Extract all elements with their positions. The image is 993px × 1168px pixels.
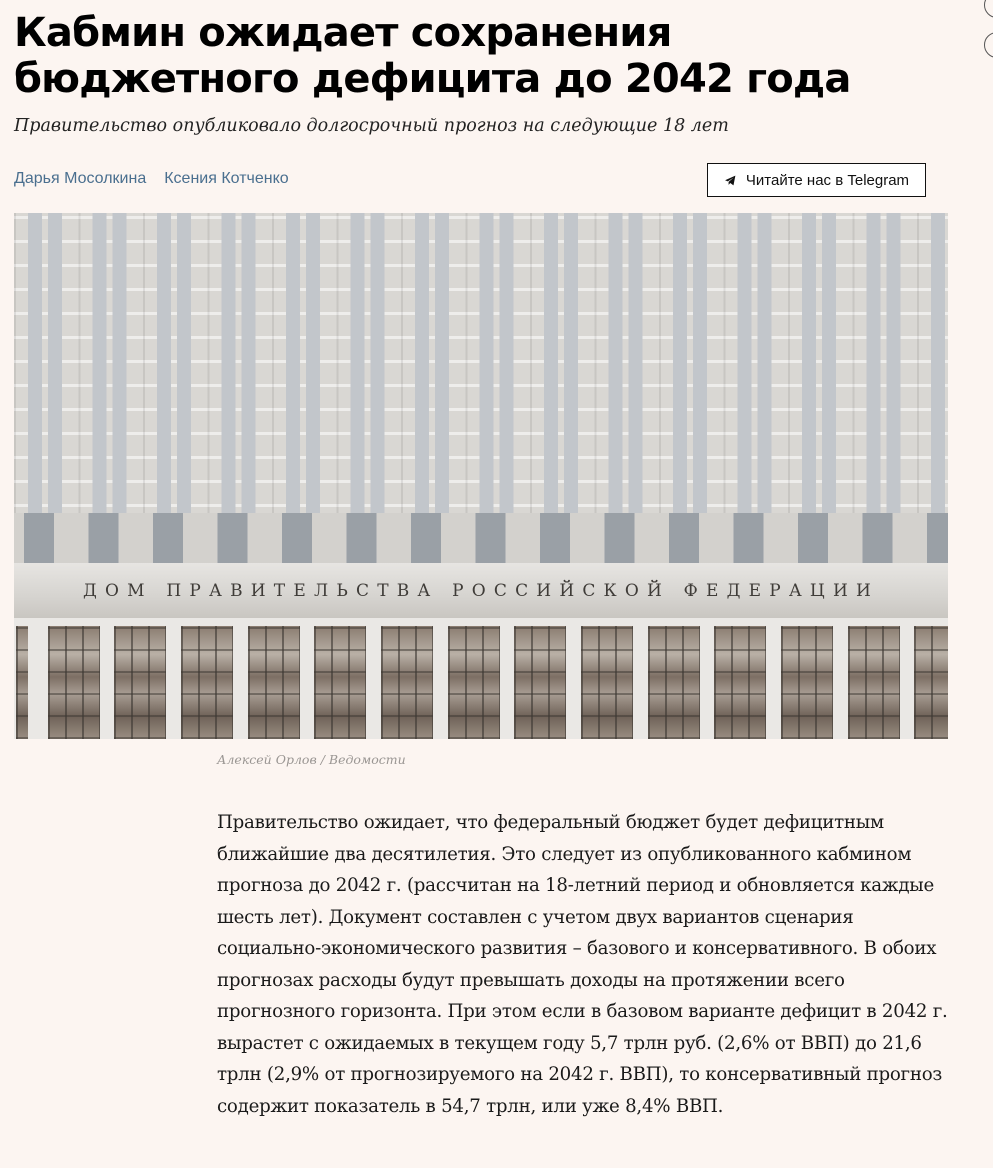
article-subtitle: Правительство опубликовало долгосрочный прогноз на следующие 18 лет [14, 116, 729, 136]
article-title: Кабмин ожидает сохранения бюджетного дефицита до 2042 года [14, 10, 851, 102]
author-link[interactable]: Дарья Мосолкина [14, 170, 147, 187]
window-bay [714, 626, 766, 739]
window-bay [16, 626, 28, 739]
building-facade [14, 213, 948, 563]
author-list [14, 170, 289, 188]
photo-credit: Алексей Орлов / Ведомости [217, 752, 406, 767]
author-link[interactable]: Ксения Котченко [164, 170, 289, 187]
window-bay [114, 626, 166, 739]
telegram-button-label: Читайте нас в Telegram [745, 171, 910, 189]
share-icon[interactable] [984, 0, 993, 18]
building-colonnade [14, 618, 948, 739]
article-photo [14, 213, 948, 739]
telegram-button[interactable] [707, 163, 926, 197]
window-bay [248, 626, 300, 739]
window-bay [514, 626, 566, 739]
window-bay [648, 626, 700, 739]
window-bay [48, 626, 100, 739]
article-body: Правительство ожидает, что федеральный бюджет будет дефицитным ближайшие два десятилетия. Это следует из опубликованного кабмином прогноза до 2042 г. (рассчитан на 18-летний период и обновляется каждые шесть лет). Документ составлен с учетом двух вариантов сценария социально-экономического развития – базового и консервативного. В обоих прогнозах расходы будут превышать доходы на протяжении всего прогнозного горизонта. При этом если в базовом варианте дефицит в 2042 г. вырастет с ожидаемых в текущем году 5,7 трлн руб. (2,6% от ВВП) до 21,6 трлн (2,9% от прогнозируемого на 2042 г. ВВП), то консервативный прогноз содержит показатель в 54,7 трлн, или уже 8,4% ВВП. [217, 812, 948, 1117]
bookmark-icon[interactable] [984, 32, 993, 58]
window-bay [914, 626, 948, 739]
window-bay [314, 626, 366, 739]
building-lower-floor [14, 513, 948, 563]
window-bay [581, 626, 633, 739]
window-bay [848, 626, 900, 739]
building-sign [14, 563, 948, 618]
telegram-icon [724, 174, 737, 187]
window-bay [781, 626, 833, 739]
building-sign-text: ДОМ ПРАВИТЕЛЬСТВА РОССИЙСКОЙ ФЕДЕРАЦИИ [82, 580, 880, 601]
window-bay [181, 626, 233, 739]
window-bay [381, 626, 433, 739]
window-bay [448, 626, 500, 739]
